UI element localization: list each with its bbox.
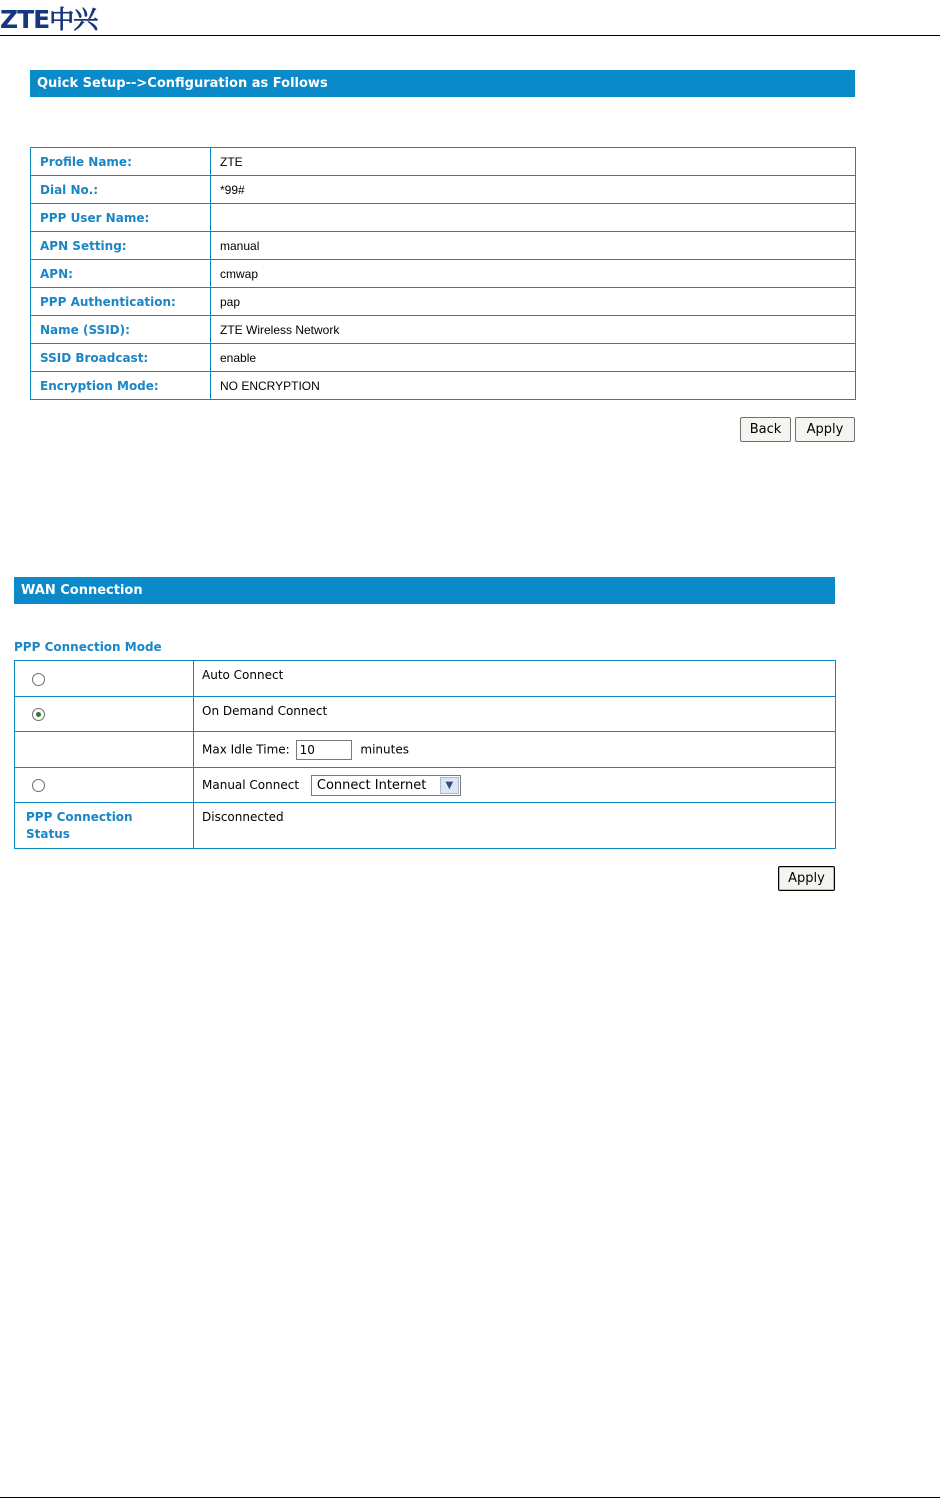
- row-value: ZTE Wireless Network: [211, 316, 856, 344]
- table-row: [31, 344, 856, 372]
- row-value: manual: [211, 232, 856, 260]
- quick-setup-title: Quick Setup-->Configuration as Follows: [37, 76, 328, 91]
- auto-connect-cell: [194, 661, 836, 697]
- table-row: [31, 316, 856, 344]
- auto-connect-label: Auto Connect: [202, 668, 284, 682]
- auto-connect-radio[interactable]: [32, 673, 45, 686]
- table-row: [31, 176, 856, 204]
- row-value: NO ENCRYPTION: [211, 372, 856, 400]
- row-value: *99#: [211, 176, 856, 204]
- table-row: [31, 232, 856, 260]
- quick-setup-summary-table: [30, 147, 856, 400]
- row-label: APN:: [31, 260, 211, 288]
- header-divider: [0, 35, 940, 36]
- row-label: Dial No.:: [31, 176, 211, 204]
- table-row: [15, 732, 836, 768]
- table-row: [31, 288, 856, 316]
- quick-setup-apply-button[interactable]: Apply: [795, 417, 855, 442]
- manual-connect-select[interactable]: [311, 775, 461, 796]
- wan-connection-title: WAN Connection: [21, 583, 143, 598]
- row-label: PPP Authentication:: [31, 288, 211, 316]
- row-label: Name (SSID):: [31, 316, 211, 344]
- row-value: cmwap: [211, 260, 856, 288]
- row-value: [211, 204, 856, 232]
- table-row: [15, 697, 836, 732]
- table-row: [31, 204, 856, 232]
- on-demand-connect-radio[interactable]: [32, 708, 45, 721]
- table-row: [31, 148, 856, 176]
- table-row: [31, 372, 856, 400]
- table-row: [31, 260, 856, 288]
- row-label: Encryption Mode:: [31, 372, 211, 400]
- row-label: APN Setting:: [31, 232, 211, 260]
- manual-connect-radio[interactable]: [32, 779, 45, 792]
- footer-divider: [0, 1497, 940, 1498]
- row-value: ZTE: [211, 148, 856, 176]
- table-row: [15, 768, 836, 803]
- max-idle-time-label: Max Idle Time:: [202, 742, 290, 756]
- wan-connection-title-bar: [14, 577, 835, 604]
- back-button[interactable]: Back: [740, 417, 791, 442]
- radio-cell: [15, 697, 194, 732]
- manual-connect-cell: [194, 768, 836, 803]
- ppp-connection-mode-label: PPP Connection Mode: [14, 640, 162, 654]
- row-label: Profile Name:: [31, 148, 211, 176]
- manual-connect-select-value: Connect Internet: [316, 777, 427, 793]
- max-idle-time-input[interactable]: [296, 740, 352, 760]
- quick-setup-title-bar: [30, 70, 855, 97]
- on-demand-connect-label: On Demand Connect: [202, 704, 328, 718]
- max-idle-time-cell: [194, 732, 836, 768]
- on-demand-connect-cell: [194, 697, 836, 732]
- row-value: pap: [211, 288, 856, 316]
- radio-cell: [15, 661, 194, 697]
- ppp-connection-status-value: Disconnected: [202, 810, 284, 824]
- table-row: [15, 803, 836, 849]
- row-label: PPP User Name:: [31, 204, 211, 232]
- minutes-label: minutes: [360, 742, 409, 756]
- radio-cell: [15, 768, 194, 803]
- table-row: [15, 661, 836, 697]
- ppp-connection-mode-table: [14, 660, 836, 849]
- ppp-connection-status-label: [15, 803, 194, 849]
- wan-apply-button[interactable]: Apply: [778, 866, 835, 891]
- row-label: SSID Broadcast:: [31, 344, 211, 372]
- chevron-down-icon[interactable]: ▼: [440, 777, 459, 794]
- ppp-connection-status-label-text: PPP Connection Status: [26, 810, 133, 841]
- empty-cell: [15, 732, 194, 768]
- manual-connect-label: Manual Connect: [202, 777, 300, 792]
- zte-logo: ZTE中兴: [0, 5, 98, 34]
- ppp-connection-status-cell: [194, 803, 836, 849]
- row-value: enable: [211, 344, 856, 372]
